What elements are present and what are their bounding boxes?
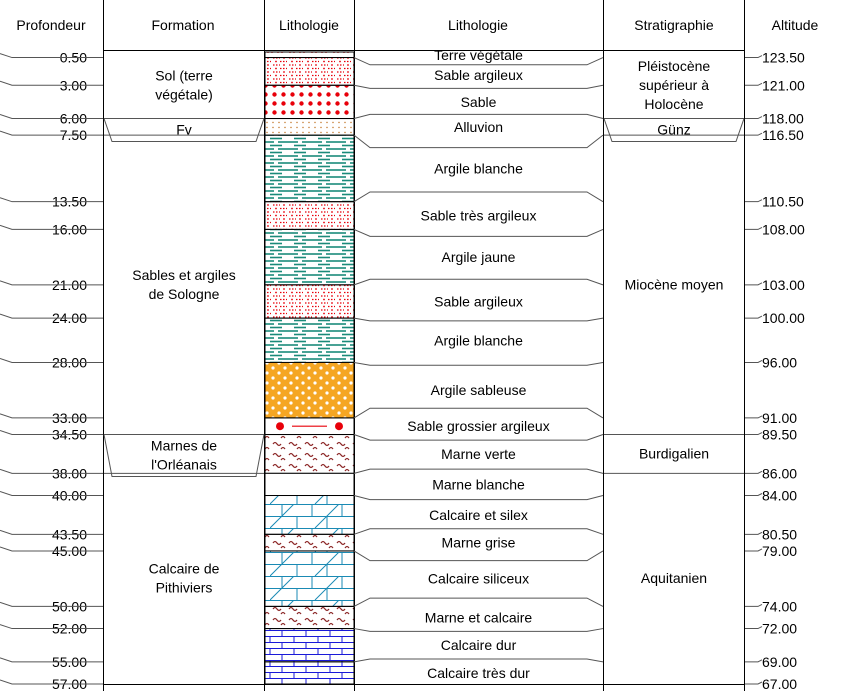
formation-label: végétale)	[155, 86, 213, 103]
formation-label: l'Orléanais	[151, 456, 217, 473]
lithology-separator	[354, 135, 603, 147]
lithology-block	[265, 362, 354, 417]
lithology-block	[265, 285, 354, 318]
stratigraphy-label: Burdigalien	[638, 445, 710, 462]
altitude-tick	[745, 660, 762, 662]
lithology-block	[265, 318, 354, 362]
altitude-label: 103.00	[762, 276, 805, 293]
altitude-tick	[745, 532, 762, 534]
lithology-pattern-column	[265, 52, 354, 684]
depth-label: 3.00	[59, 77, 87, 94]
depth-label: 34.50	[51, 426, 87, 443]
header-stratigraphie: Stratigraphie	[634, 17, 714, 33]
lithology-label: Sable grossier argileux	[407, 418, 550, 435]
lithology-block	[265, 435, 354, 474]
altitude-label: 121.00	[762, 77, 805, 94]
lithology-separator	[354, 362, 603, 365]
depth-label: 43.50	[51, 526, 87, 543]
altitude-label: 116.50	[762, 127, 804, 144]
lithology-label: Calcaire et silex	[429, 506, 528, 523]
altitude-label: 67.00	[762, 676, 798, 691]
lithology-separator	[354, 529, 603, 535]
altitude-label: 123.50	[762, 49, 805, 66]
altitude-tick	[745, 83, 762, 85]
stratigraphy-label: Pléistocène	[637, 57, 711, 74]
header-lithologie: Lithologie	[448, 17, 508, 33]
lithology-block	[265, 551, 354, 606]
altitude-tick	[745, 682, 762, 684]
lithology-separator	[354, 279, 603, 285]
altitude-label: 74.00	[762, 598, 798, 615]
altitude-tick	[745, 283, 762, 285]
lithology-label: Marne verte	[441, 445, 516, 462]
formation-column	[104, 67, 264, 595]
altitude-tick	[745, 360, 762, 362]
altitude-label: 86.00	[762, 465, 798, 482]
depth-label: 52.00	[51, 620, 87, 637]
altitude-tick	[745, 117, 762, 119]
altitude-tick	[745, 471, 762, 473]
depth-label: 6.00	[59, 110, 87, 127]
lithology-block	[265, 473, 354, 495]
lithology-separator	[354, 408, 603, 418]
lithology-label: Sable argileux	[434, 66, 523, 83]
gravel-mark	[335, 422, 343, 430]
lithology-block	[265, 606, 354, 628]
header-formation: Formation	[151, 17, 215, 33]
lithology-block	[265, 58, 354, 86]
lithology-label: Marne grise	[441, 534, 516, 551]
lithology-block	[265, 496, 354, 535]
lithology-label: Marne blanche	[432, 476, 525, 493]
altitude-label: 118.00	[762, 110, 804, 127]
lithology-label: Sable très argileux	[420, 207, 537, 224]
lithology-block	[265, 534, 354, 551]
formation-label: Sables et argiles	[132, 266, 236, 283]
lithology-label: Alluvion	[453, 118, 504, 135]
stratigraphy-label: Miocène moyen	[624, 276, 724, 293]
lithology-separator	[354, 229, 603, 236]
lithology-separator	[354, 192, 603, 202]
depth-label: 7.50	[59, 127, 87, 144]
depth-label: 57.00	[51, 676, 87, 691]
depth-label: 55.00	[51, 653, 87, 670]
lithology-separator	[354, 598, 603, 606]
altitude-label: 80.50	[762, 526, 798, 543]
altitude-label: 108.00	[762, 221, 805, 238]
formation-label: de Sologne	[148, 285, 220, 302]
altitude-tick	[745, 494, 762, 496]
altitude-label: 100.00	[762, 310, 805, 327]
depth-tick	[0, 81, 103, 85]
altitude-label: 79.00	[762, 542, 798, 559]
depth-label: 21.00	[51, 276, 87, 293]
depth-label: 13.50	[51, 193, 87, 210]
altitude-scale	[745, 50, 805, 691]
formation-label: Sol (terre	[155, 67, 213, 84]
stratigraphy-label: Holocène	[644, 95, 704, 112]
altitude-label: 89.50	[762, 426, 798, 443]
formation-label: Fv	[176, 121, 192, 138]
lithology-label: Sable argileux	[434, 293, 523, 310]
lithology-label: Calcaire dur	[440, 637, 517, 654]
stratigraphy-label: supérieur à	[638, 76, 710, 93]
stratigraphy-label: Günz	[657, 121, 691, 138]
lithology-block	[265, 135, 354, 202]
header-altitude: Altitude	[771, 17, 819, 33]
lithology-label: Terre végétale	[434, 46, 523, 63]
altitude-tick	[745, 604, 762, 606]
altitude-label: 69.00	[762, 653, 798, 670]
header-profondeur: Profondeur	[16, 17, 86, 33]
lithology-label: Calcaire très dur	[427, 664, 530, 681]
lithology-label: Sable	[460, 93, 497, 110]
lithology-block	[265, 229, 354, 284]
depth-label: 50.00	[51, 598, 87, 615]
depth-label: 38.00	[51, 465, 87, 482]
lithology-label: Argile blanche	[434, 160, 523, 177]
lithology-label: Argile jaune	[441, 249, 516, 266]
lithology-separator	[354, 629, 603, 632]
depth-tick	[0, 54, 103, 58]
depth-label: 16.00	[51, 221, 87, 238]
altitude-label: 110.50	[762, 193, 804, 210]
lithology-block	[265, 52, 354, 58]
altitude-label: 96.00	[762, 354, 798, 371]
depth-label: 28.00	[51, 354, 87, 371]
lithology-label: Argile sableuse	[430, 382, 527, 399]
lithology-separator	[354, 435, 603, 441]
lithology-separator	[354, 659, 603, 662]
lithology-separator	[354, 496, 603, 500]
lithology-block	[265, 629, 354, 662]
depth-label: 40.00	[51, 487, 87, 504]
depth-scale	[0, 50, 103, 691]
lithology-block	[265, 119, 354, 136]
depth-label: 24.00	[51, 310, 87, 327]
lithology-label: Marne et calcaire	[424, 609, 533, 626]
header-lithologie-pattern: Lithologie	[279, 17, 339, 33]
formation-label: Pithiviers	[155, 579, 213, 596]
altitude-label: 84.00	[762, 487, 798, 504]
altitude-label: 72.00	[762, 620, 798, 637]
lithology-block	[265, 85, 354, 118]
lithology-separator	[354, 318, 603, 321]
depth-tick	[0, 131, 103, 135]
depth-tick	[0, 115, 103, 119]
lithology-label: Argile blanche	[434, 332, 523, 349]
gravel-mark	[276, 422, 284, 430]
lithology-separator	[354, 469, 603, 473]
lithology-separator	[354, 551, 603, 561]
altitude-tick	[745, 200, 762, 202]
depth-label: 45.00	[51, 542, 87, 559]
altitude-tick	[745, 316, 762, 318]
depth-label: 0.50	[59, 49, 87, 66]
stratigraphy-label: Aquitanien	[640, 570, 708, 587]
altitude-tick	[745, 227, 762, 229]
altitude-tick	[745, 627, 762, 629]
lithology-block	[265, 662, 354, 684]
altitude-tick	[745, 133, 762, 135]
formation-label: Calcaire de	[148, 560, 220, 577]
lithology-separator	[354, 85, 603, 88]
altitude-tick	[745, 549, 762, 551]
stratigraphy-column	[604, 58, 744, 586]
lithology-label: Calcaire siliceux	[427, 570, 530, 587]
lithology-block	[265, 202, 354, 230]
altitude-tick	[745, 56, 762, 58]
altitude-tick	[745, 433, 762, 435]
formation-label: Marnes de	[150, 437, 218, 454]
depth-label: 33.00	[51, 409, 87, 426]
altitude-tick	[745, 416, 762, 418]
altitude-label: 91.00	[762, 409, 798, 426]
